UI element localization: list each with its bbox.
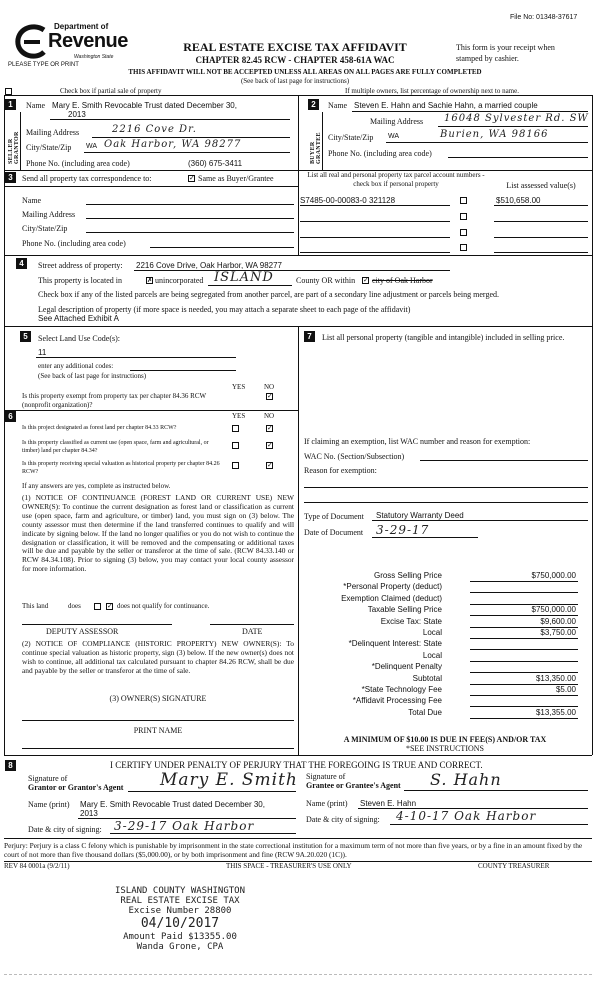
personal-property-label: List all personal property (tangible and intangible) included in selling price. — [322, 333, 565, 342]
print-name-label: PRINT NAME — [133, 726, 183, 735]
buyer-side-label: BUYER GRANTEE — [310, 132, 322, 164]
buyer-name-label: Name — [328, 101, 348, 110]
seller-city[interactable]: Oak Harbor, WA 98277 — [104, 139, 242, 150]
doc-date-label: Date of Document — [304, 528, 364, 537]
stamp-line-5: Amount Paid $13355.00 — [123, 932, 237, 942]
forest-no-checkbox[interactable]: ✓ — [267, 424, 273, 432]
stamp-line-6: Wanda Grone, CPA — [136, 942, 224, 952]
historic-yes-checkbox[interactable] — [232, 462, 239, 469]
grantor-date-label: Date & city of signing: — [28, 825, 102, 834]
bottom-divider — [4, 974, 592, 975]
fee-label: Gross Selling Price — [373, 571, 442, 580]
fee-underline — [470, 638, 578, 639]
seller-mailing-label: Mailing Address — [26, 128, 80, 137]
county-name[interactable]: ISLAND — [214, 270, 274, 285]
assessed-value[interactable]: $510,658.00 — [496, 196, 541, 205]
city-of-label: city of Oak Harbor — [372, 276, 433, 285]
parcel-header: List all real and personal property tax parcel account numbers - check box if personal property — [307, 171, 485, 188]
grantee-sig-label-1: Signature of — [306, 772, 346, 781]
fee-underline — [470, 706, 578, 707]
deputy-assessor-label: DEPUTY ASSESSOR — [46, 627, 119, 636]
this-land-label: This land — [22, 602, 49, 610]
receipt-note: This form is your receipt when stamped by cashier. — [456, 43, 555, 63]
current-use-no-checkbox[interactable]: ✓ — [267, 441, 273, 449]
exemption-question: If claiming an exemption, list WAC number and reason for exemption: — [304, 437, 531, 446]
does-label: does — [68, 602, 81, 610]
parcel-3-personal-checkbox[interactable] — [460, 229, 467, 236]
street-address[interactable]: 2216 Cove Drive, Oak Harbor, WA 98277 — [136, 261, 282, 270]
section-3-number: 3 — [5, 172, 16, 183]
fee-label: *State Technology Fee — [361, 685, 442, 694]
seller-name-label: Name — [26, 101, 46, 110]
buyer-city-label: City/State/Zip — [328, 133, 374, 142]
section-1-number: 1 — [5, 99, 16, 110]
does-not-checkbox[interactable]: ✓ — [107, 602, 113, 610]
fee-underline — [470, 615, 578, 616]
section-5-number: 5 — [20, 331, 31, 342]
notice-compliance: (2) NOTICE OF COMPLIANCE (HISTORIC PROPERTY) NEW OWNER(S): To continue special valuation as historic property, sign (3) below. If the new owner(s) does not wish to continue, all additional tax calculated pursuant to chapter 84.26 RCW, shall be due and payable by the seller or transferor at the time of sale. — [22, 639, 294, 675]
forest-yes-checkbox[interactable] — [232, 425, 239, 432]
seller-phone[interactable]: (360) 675-3411 — [188, 159, 243, 168]
historic-no-checkbox[interactable]: ✓ — [267, 461, 273, 469]
revenue-swoosh-icon — [14, 24, 50, 60]
seller-city-label: City/State/Zip — [26, 143, 72, 152]
corr-name-label: Name — [22, 196, 42, 205]
partial-sale-checkbox[interactable] — [5, 88, 12, 95]
fee-label: Taxable Selling Price — [367, 605, 442, 614]
perjury-notice: Perjury: Perjury is a class C felony which is punishable by imprisonment in the state correctional institution for a maximum term of not more than five years, or by a fine in an amount fixed by the court of not more than five thousand dollars ($5,000.00), or by both imprisonment and fine (RCW 9A.20.020 (1C)). — [4, 841, 583, 859]
s6-no-header: NO — [264, 412, 275, 420]
doc-type-label: Type of Document — [304, 512, 364, 521]
buyer-mailing-label: Mailing Address — [370, 117, 424, 126]
section-7-number: 7 — [304, 331, 315, 342]
certify-statement: I CERTIFY UNDER PENALTY OF PERJURY THAT THE FOREGOING IS TRUE AND CORRECT. — [110, 760, 483, 770]
form-subtitle: CHAPTER 82.45 RCW - CHAPTER 458-61A WAC — [195, 55, 395, 65]
assessed-header: List assessed value(s) — [506, 181, 576, 190]
parcel-number[interactable]: S7485-00-00083-0 321128 — [300, 196, 396, 205]
seller-side-label: SELLER GRANTOR — [8, 131, 20, 164]
unincorporated-label: unincorporated — [155, 276, 204, 285]
partial-sale-label: Check box if partial sale of property — [60, 87, 162, 95]
s6-yes-header: YES — [232, 412, 246, 420]
unincorporated-checkbox[interactable]: ✗ — [147, 276, 153, 284]
city-checkbox[interactable]: ✓ — [363, 276, 369, 284]
fee-label: *Delinquent Penalty — [371, 662, 442, 671]
notice-continuance: (1) NOTICE OF CONTINUANCE (FOREST LAND OR CURRENT USE) NEW OWNER(S): To continue the current designation as forest land or classification as current use (open space, farm and agriculture, or timber) land, you must sign on (3) below. The county assessor must then determine if the land transferred continues to qualify and will indicate by signing below. If the land no longer qualifies or you do not wish to continue the designation or classification, it will be removed and the compensating or additional taxes will be due and payable by the seller or transferor at the time of sale. (RCW 84.33.140 or RCW 84.34.108). Prior to signing (3) below, you may contact your local county assessor for more information. — [22, 493, 294, 574]
fee-label: Local — [422, 628, 442, 637]
exempt-no-checkbox[interactable]: ✓ — [267, 392, 273, 400]
stamp-line-4: 04/10/2017 — [140, 916, 220, 931]
land-use-code[interactable]: 11 — [38, 348, 47, 357]
warning-text: THIS AFFIDAVIT WILL NOT BE ACCEPTED UNLESS ALL AREAS ON ALL PAGES ARE FULLY COMPLETED — [128, 68, 482, 76]
fee-value[interactable]: $5.00 — [555, 685, 576, 694]
form-title: REAL ESTATE EXCISE TAX AFFIDAVIT — [183, 40, 407, 54]
fee-underline — [470, 672, 578, 673]
legal-description-label: Legal description of property (if more space is needed, you may attach a separate sheet to each page of the affidavit) — [38, 305, 411, 314]
parcel-2-personal-checkbox[interactable] — [460, 213, 467, 220]
multiple-owners-note: If multiple owners, list percentage of ownership next to name. — [345, 87, 519, 95]
logo-state: Washington State — [74, 54, 114, 60]
parcel-4-personal-checkbox[interactable] — [460, 244, 467, 251]
grantor-name-label: Name (print) — [28, 800, 70, 809]
seller-city-prefix: WA — [86, 143, 98, 150]
grantor-name-2: 2013 — [80, 809, 98, 818]
corr-phone-label: Phone No. (including area code) — [22, 239, 126, 248]
doc-date[interactable]: 3-29-17 — [376, 523, 430, 537]
doc-type[interactable]: Statutory Warranty Deed — [376, 511, 464, 520]
land-use-instructions: (See back of last page for instructions) — [38, 372, 147, 380]
fee-value[interactable]: $9,600.00 — [540, 617, 576, 626]
fee-underline — [470, 592, 578, 593]
grantor-sig-label-2: Grantor or Grantor's Agent — [28, 783, 124, 792]
minimum-due: A MINIMUM OF $10.00 IS DUE IN FEE(S) AND/OR TAX — [343, 735, 547, 744]
dor-logo — [14, 20, 128, 64]
fee-value[interactable]: $13,355.00 — [535, 708, 576, 717]
fee-underline — [470, 661, 578, 662]
forest-land-question: Is this project designated as forest land per chapter 84.33 RCW? — [22, 425, 177, 431]
seller-name-2: 2013 — [68, 110, 86, 119]
fee-label: *Delinquent Interest: State — [348, 639, 442, 648]
file-number: File No: 01348-37617 — [510, 14, 578, 21]
stamp-line-3: Excise Number 28800 — [128, 906, 232, 916]
fee-label: Exemption Claimed (deduct) — [341, 594, 442, 603]
logo-revenue: Revenue — [48, 30, 128, 52]
send-correspondence-label: Send all property tax correspondence to: — [22, 174, 152, 183]
s5-yes-header: YES — [232, 383, 246, 391]
corr-mailing-label: Mailing Address — [22, 210, 76, 219]
buyer-city-prefix: WA — [388, 133, 400, 140]
stamp-line-1: ISLAND COUNTY WASHINGTON — [114, 886, 246, 896]
fee-label: *Affidavit Processing Fee — [352, 696, 442, 705]
see-instructions: *SEE INSTRUCTIONS — [405, 744, 484, 753]
owner-signature-label: (3) OWNER(S) SIGNATURE — [109, 694, 207, 703]
seller-name: Mary E. Smith Revocable Trust dated December 30, — [52, 101, 237, 110]
seller-phone-label: Phone No. (including area code) — [26, 159, 130, 168]
logo-dept: Department of — [54, 22, 109, 31]
same-as-buyer-checkbox[interactable]: ✓ — [189, 174, 195, 182]
additional-codes-label: enter any additional codes: — [38, 362, 114, 370]
wac-label: WAC No. (Section/Subsection) — [304, 452, 405, 461]
located-prefix: This property is located in — [38, 276, 122, 285]
same-as-buyer-label: Same as Buyer/Grantee — [198, 174, 274, 183]
fee-value[interactable]: $3,750.00 — [540, 628, 576, 637]
grantee-sig-label-2: Grantee or Grantee's Agent — [306, 781, 401, 790]
fee-underline — [470, 695, 578, 696]
fee-label: Total Due — [408, 708, 442, 717]
fee-label: Excise Tax: State — [380, 617, 442, 626]
county-or-within: County OR within — [296, 276, 356, 285]
assessor-date-label: DATE — [242, 627, 263, 636]
seller-mailing[interactable]: 2216 Cove Dr. — [112, 124, 197, 135]
please-type: PLEASE TYPE OR PRINT — [8, 62, 79, 68]
grantee-signature[interactable]: S. Hahn — [430, 770, 502, 789]
buyer-name: Steven E. Hahn and Sachie Hahn, a married couple — [354, 101, 538, 110]
county-treasurer: COUNTY TREASURER — [478, 862, 550, 870]
grantor-sig-label-1: Signature of — [28, 774, 68, 783]
grantee-date-label: Date & city of signing: — [306, 815, 380, 824]
grantee-date[interactable]: 4-10-17 Oak Harbor — [396, 809, 537, 823]
fee-label: Local — [422, 651, 442, 660]
parcel-1-personal-checkbox[interactable] — [460, 197, 467, 204]
section-6-number: 6 — [5, 411, 16, 422]
grantor-name: Mary E. Smith Revocable Trust dated December 30, — [80, 800, 265, 809]
fee-underline — [470, 581, 578, 582]
fee-value[interactable]: $750,000.00 — [531, 571, 576, 580]
land-use-label: Select Land Use Code(s): — [38, 334, 120, 343]
buyer-mailing[interactable]: 16048 Sylvester Rd. SW — [444, 113, 589, 124]
fee-underline — [470, 718, 578, 719]
grantee-name-label: Name (print) — [306, 799, 348, 808]
section-2-number: 2 — [308, 99, 319, 110]
buyer-city[interactable]: Burien, WA 98166 — [440, 129, 549, 140]
historic-question: Is this property receiving special valuation as historical property per chapter 84.26 RCW? — [22, 461, 220, 475]
fee-underline — [470, 649, 578, 650]
s5-no-header: NO — [264, 383, 275, 391]
current-use-question: Is this property classified as current use (open space, farm and agricultural, or timber) land per chapter 84.34? — [22, 440, 209, 454]
section-4-number: 4 — [16, 258, 27, 269]
fee-label: Subtotal — [412, 674, 442, 683]
rev-number: REV 84 0001a (9/2/11) — [4, 862, 70, 870]
exempt-question: Is this property exempt from property tax per chapter 84.36 RCW (nonprofit organization)? — [22, 392, 206, 409]
see-back-note: (See back of last page for instructions) — [240, 77, 350, 85]
does-not-label: does not qualify for continuance. — [117, 602, 210, 610]
if-yes-note: If any answers are yes, complete as instructed below. — [22, 482, 171, 490]
does-checkbox[interactable] — [94, 603, 101, 610]
grantor-signature[interactable]: Mary E. Smith — [160, 770, 298, 790]
street-label: Street address of property: — [38, 261, 123, 270]
grantor-date[interactable]: 3-29-17 Oak Harbor — [114, 819, 255, 833]
reason-label: Reason for exemption: — [304, 466, 377, 475]
treasurer-only: THIS SPACE - TREASURER'S USE ONLY — [226, 862, 352, 870]
buyer-phone-label: Phone No. (including area code) — [328, 149, 432, 158]
legal-description[interactable]: See Attached Exhibit A — [38, 314, 119, 323]
fee-value[interactable]: $750,000.00 — [531, 605, 576, 614]
fee-value[interactable]: $13,350.00 — [535, 674, 576, 683]
current-use-yes-checkbox[interactable] — [232, 442, 239, 449]
section-8-number: 8 — [5, 760, 16, 771]
fee-label: *Personal Property (deduct) — [343, 582, 442, 591]
segregated-note: Check box if any of the listed parcels are being segregated from another parcel, are part of a secondary line adjustment or parcels being merged. — [38, 290, 499, 299]
corr-city-label: City/State/Zip — [22, 224, 68, 233]
grantee-name: Steven E. Hahn — [360, 799, 417, 808]
stamp-line-2: REAL ESTATE EXCISE TAX — [120, 896, 240, 906]
